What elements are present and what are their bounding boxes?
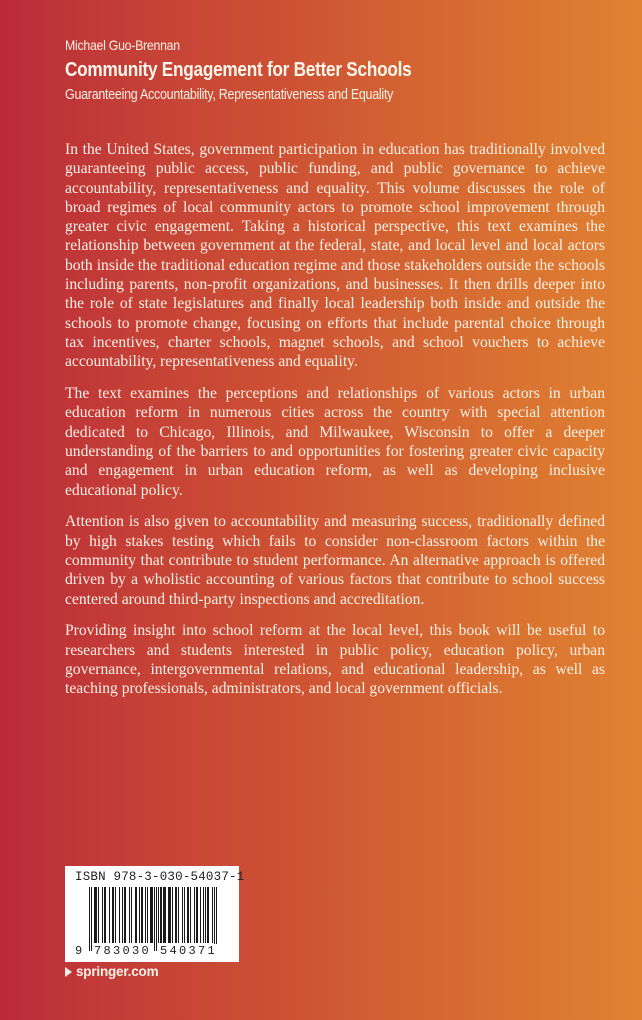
description-paragraph: The text examines the perceptions and relationships of various actors in urban education reform in numerous cities across the country with special attention dedicated to Chicago, Illinois, and Milwaukee, Wisconsin to offer a deeper understanding of the barriers to and opportunities for fostering greater civic capacity and engagement in urban education reform, as well as developing inclusive educational policy.: [65, 385, 605, 499]
book-title: Community Engagement for Better Schools: [65, 59, 412, 81]
barcode-bars: [89, 887, 229, 951]
book-subtitle: Guaranteeing Accountability, Representativeness and Equality: [65, 87, 394, 103]
arrow-right-icon: [65, 967, 72, 977]
isbn-barcode: [65, 866, 245, 962]
author-name: Michael Guo-Brennan: [65, 37, 180, 53]
description-paragraph: In the United States, government participation in education has traditionally involved guaranteeing public access, public funding, and public governance to achieve accountability, representativeness and equality. This volume discusses the role of broad regimes of local community actors to promote school improvement through greater civic engagement. Taking a historical perspective, this text examines the relationship between government at the federal, state, and local level and local actors both inside the traditional education regime and those stakeholders outside the schools including parents, non-profit organizations, and businesses. It then drills deeper into the role of state legislatures and finally local leadership both inside and outside the schools to promote change, focusing on efforts that include parental choice through tax incentives, charter schools, magnet schools, and school vouchers to achieve accountability, representativeness and equality.: [65, 141, 605, 371]
publisher-link-text: springer.com: [76, 964, 159, 979]
ean-first-digit: 9: [75, 944, 83, 958]
description-paragraph: Providing insight into school reform at the local level, this book will be useful to researchers and students interested in public policy, education policy, urban governance, intergovernmental relations, and educational leadership, as well as teaching professionals, administrators, and local government officials.: [65, 622, 605, 698]
ean-right-digits: 540371: [160, 944, 218, 958]
ean-left-digits: 783030: [94, 944, 152, 958]
publisher-link[interactable]: [65, 964, 158, 979]
isbn-label: ISBN 978-3-030-54037-1: [75, 870, 245, 884]
description-paragraph: Attention is also given to accountability and measuring success, traditionally defined by high stakes testing which fails to consider non-classroom factors within the community that contribute to student performance. An alternative approach is offered driven by a wholistic accounting of various factors that contribute to school success centered around third-party inspections and accreditation.: [65, 513, 605, 608]
book-description: [65, 140, 605, 711]
cover-header: [65, 36, 468, 105]
